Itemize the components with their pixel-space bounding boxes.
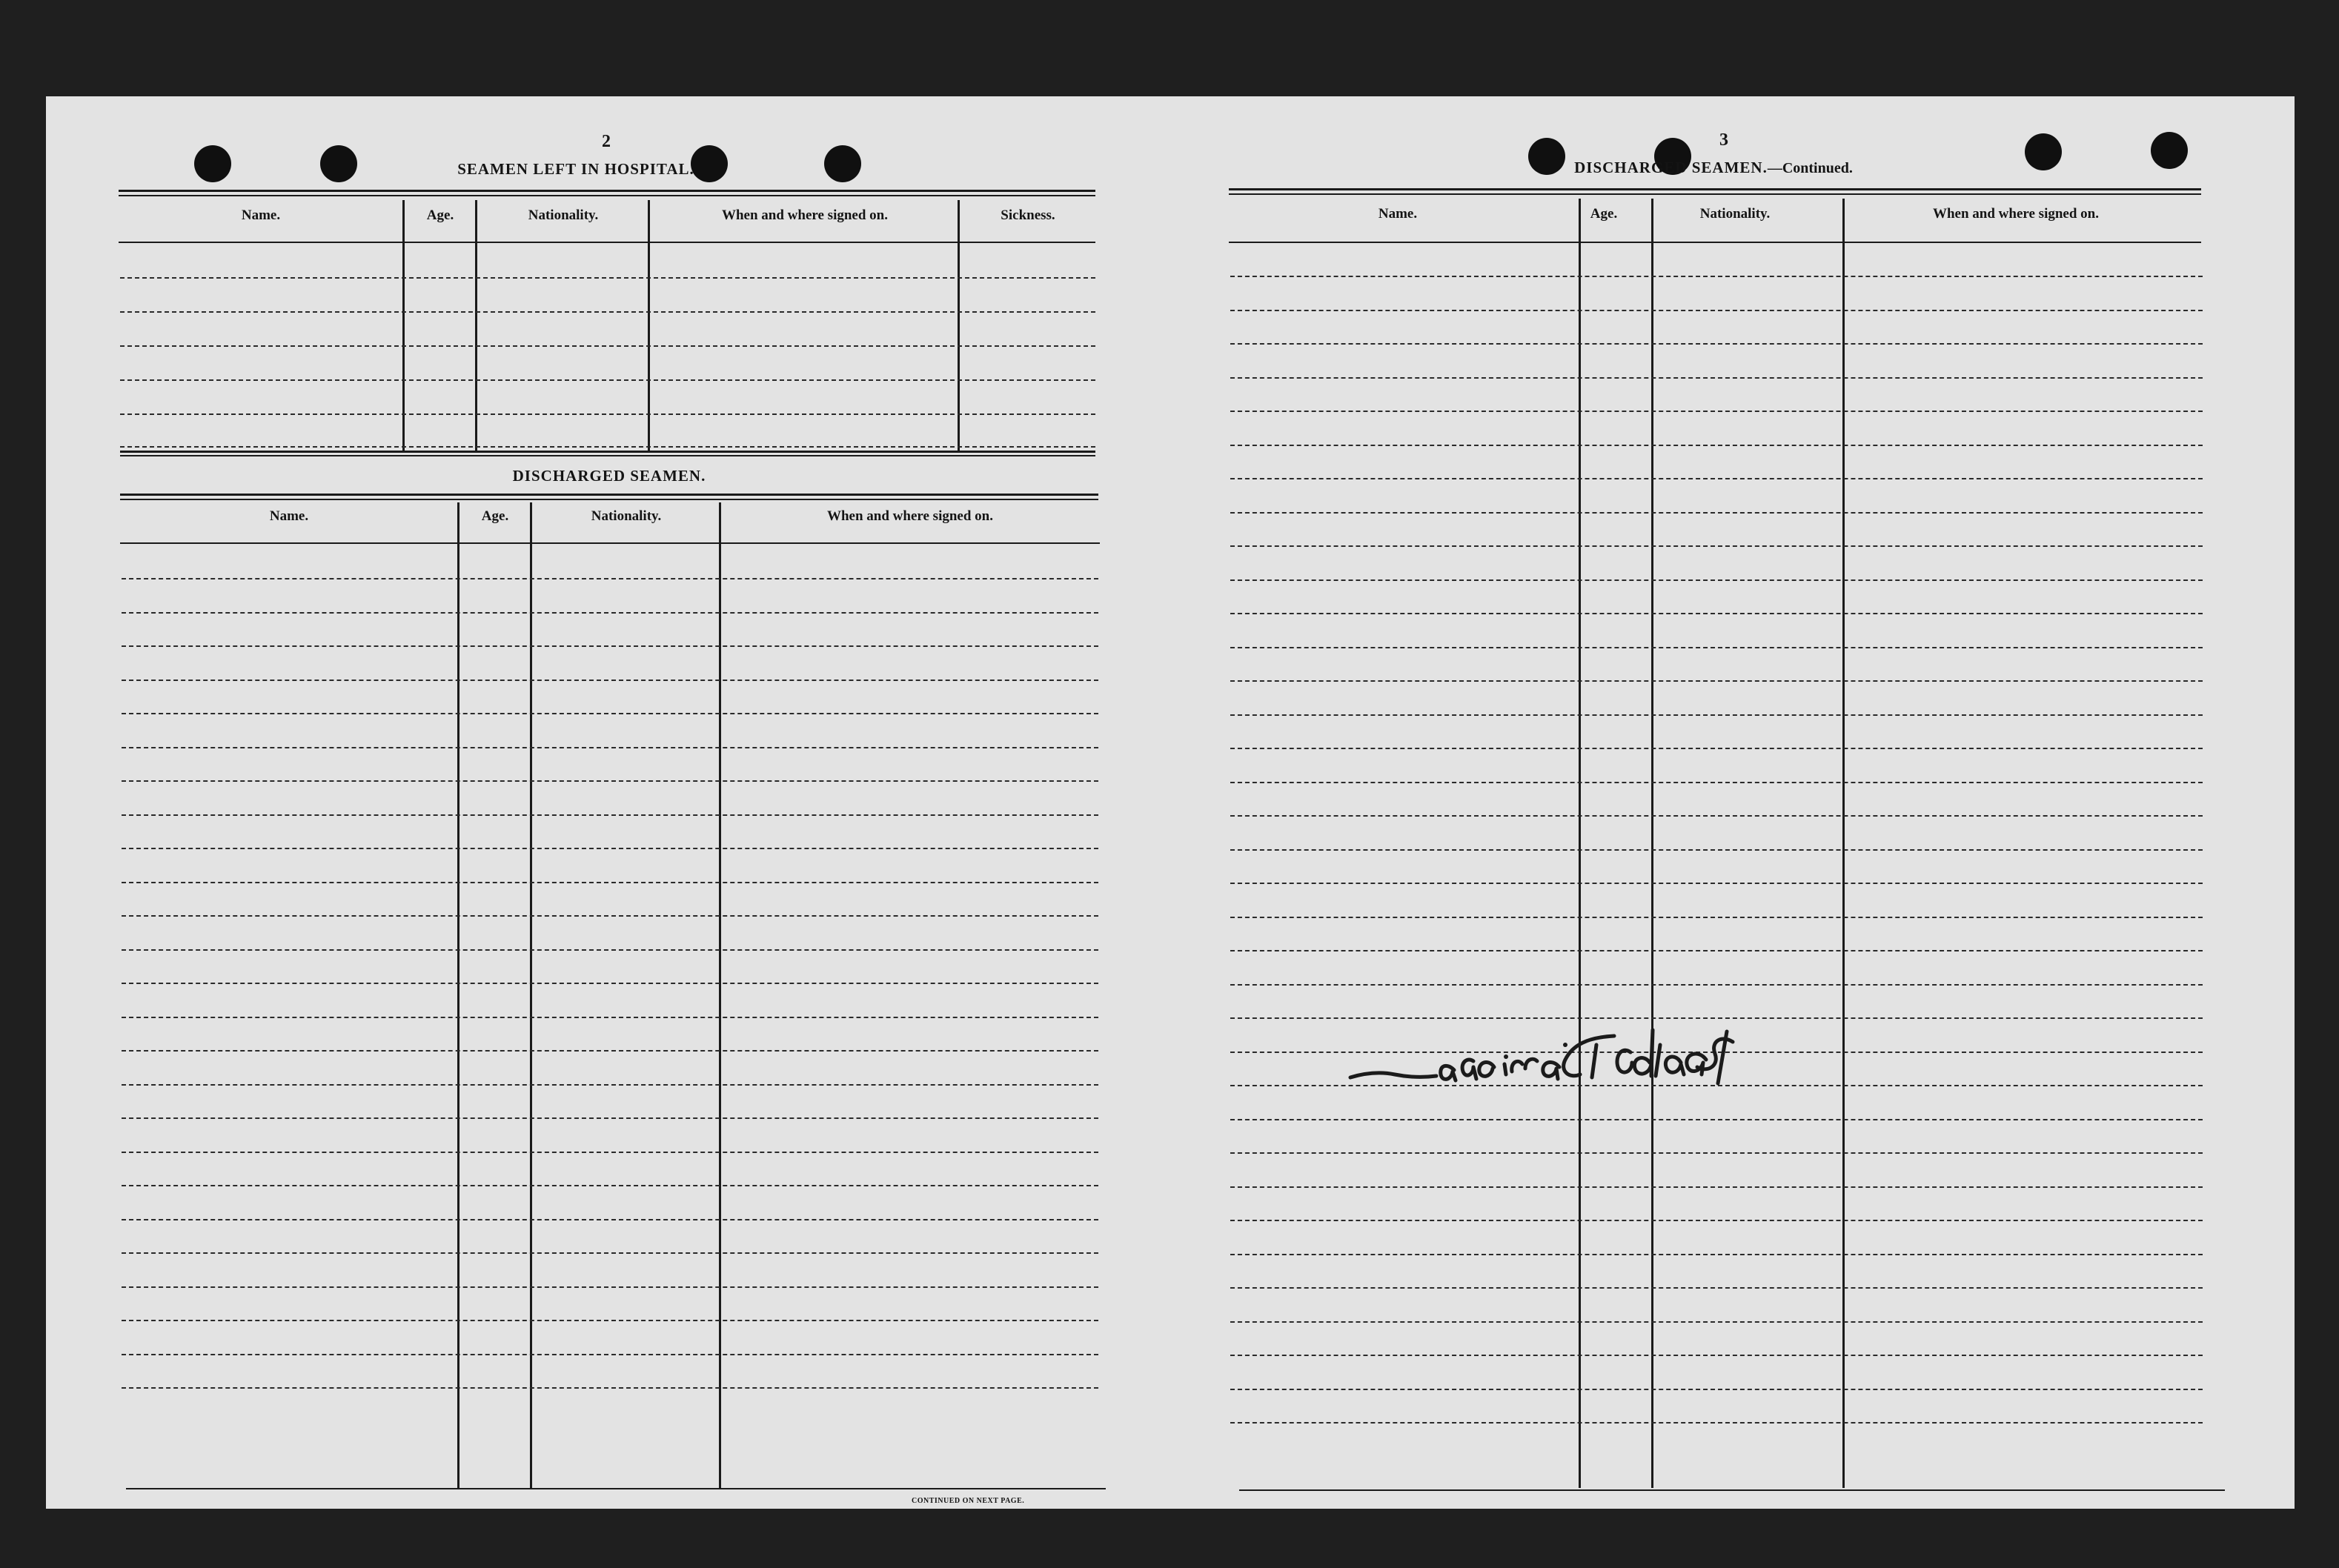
- bottom-rule: [126, 1488, 1106, 1489]
- table-row-line: [1230, 950, 2203, 951]
- column-divider: [530, 502, 532, 1488]
- column-divider: [719, 502, 721, 1488]
- section-title-text: DISCHARGED SEAMEN.: [1574, 159, 1768, 176]
- col-header-age: Age.: [481, 508, 509, 524]
- header-rule: [120, 542, 1100, 544]
- table-row-line: [122, 1286, 1098, 1288]
- col-header-age: Age.: [1590, 206, 1618, 222]
- table-row-line: [1230, 613, 2203, 614]
- col-header-signed-on: When and where signed on.: [1932, 206, 2099, 222]
- table-row-line: [1230, 343, 2203, 345]
- col-header-name: Name.: [269, 508, 309, 524]
- section-title-suffix: —Continued.: [1767, 160, 1853, 176]
- discharged-continued-title: [1550, 159, 1877, 177]
- col-header-name: Name.: [1378, 206, 1418, 222]
- table-row-line: [122, 1320, 1098, 1321]
- table-row-line: [122, 1354, 1098, 1355]
- table-row-line: [122, 1185, 1098, 1186]
- hospital-section-title: SEAMEN LEFT IN HOSPITAL.: [457, 160, 694, 178]
- table-row-line: [122, 680, 1098, 681]
- column-divider: [1651, 199, 1653, 1488]
- table-row-line: [120, 311, 1095, 313]
- table-row-line: [1230, 815, 2203, 817]
- table-row-line: [122, 1387, 1098, 1389]
- table-row-line: [1230, 1355, 2203, 1356]
- col-header-signed-on: When and where signed on.: [721, 207, 888, 223]
- table-row-line: [1230, 545, 2203, 547]
- table-row-line: [122, 612, 1098, 614]
- table-row-line: [1230, 411, 2203, 412]
- table-row-line: [122, 1219, 1098, 1220]
- section-rule: [120, 451, 1095, 453]
- table-row-line: [122, 780, 1098, 782]
- table-row-line: [122, 915, 1098, 917]
- table-row-line: [122, 747, 1098, 748]
- table-row-line: [1230, 445, 2203, 446]
- page-number: 3: [1719, 130, 1728, 150]
- col-header-nationality: Nationality.: [528, 207, 599, 223]
- table-row-line: [1230, 1422, 2203, 1424]
- table-row-line: [122, 882, 1098, 883]
- section-rule: [120, 455, 1095, 456]
- col-header-signed-on: When and where signed on.: [826, 508, 993, 524]
- table-row-line: [122, 713, 1098, 714]
- table-row-line: [1230, 377, 2203, 379]
- header-rule: [1229, 242, 2201, 243]
- table-row-line: [1230, 883, 2203, 884]
- punch-hole: [2025, 133, 2062, 170]
- punch-hole: [194, 145, 231, 182]
- table-row-line: [122, 1017, 1098, 1018]
- handwritten-signature: [1321, 1015, 1751, 1097]
- table-row-line: [1230, 1389, 2203, 1390]
- table-row-line: [1230, 276, 2203, 277]
- table-row-line: [1230, 579, 2203, 581]
- table-row-line: [1230, 1220, 2203, 1221]
- section-rule: [120, 499, 1098, 500]
- table-row-line: [122, 1050, 1098, 1052]
- table-row-line: [1230, 680, 2203, 682]
- section-rule: [119, 190, 1095, 192]
- col-header-nationality: Nationality.: [1699, 206, 1771, 222]
- table-row-line: [1230, 782, 2203, 783]
- table-row-line: [1230, 714, 2203, 716]
- column-divider: [457, 502, 459, 1488]
- table-row-line: [1230, 984, 2203, 986]
- punch-hole: [320, 145, 357, 182]
- table-row-line: [1230, 310, 2203, 311]
- table-row-line: [120, 379, 1095, 381]
- table-row-line: [1230, 849, 2203, 851]
- table-row-line: [1230, 917, 2203, 918]
- column-divider: [1579, 199, 1581, 1488]
- column-divider: [1842, 199, 1845, 1488]
- col-header-name: Name.: [241, 207, 281, 223]
- table-row-line: [120, 345, 1095, 347]
- table-row-line: [122, 949, 1098, 951]
- section-rule: [120, 494, 1098, 496]
- table-row-line: [1230, 1152, 2203, 1154]
- col-header-age: Age.: [426, 207, 454, 223]
- form-sheet: [46, 96, 2295, 1509]
- punch-hole: [2151, 132, 2188, 169]
- table-row-line: [122, 1117, 1098, 1119]
- col-header-nationality: Nationality.: [591, 508, 662, 524]
- header-rule: [119, 242, 1095, 243]
- punch-hole: [824, 145, 861, 182]
- table-row-line: [120, 277, 1095, 279]
- section-rule: [1229, 193, 2201, 195]
- table-row-line: [1230, 1186, 2203, 1188]
- table-row-line: [1230, 748, 2203, 749]
- table-row-line: [122, 1252, 1098, 1254]
- bottom-rule: [1239, 1489, 2225, 1491]
- table-row-line: [1230, 1119, 2203, 1120]
- page-number: 2: [602, 132, 611, 151]
- table-row-line: [122, 814, 1098, 816]
- table-row-line: [1230, 512, 2203, 514]
- continued-note: CONTINUED ON NEXT PAGE.: [912, 1497, 1025, 1505]
- col-header-sickness: Sickness.: [1001, 207, 1055, 223]
- table-row-line: [122, 1152, 1098, 1153]
- table-row-line: [120, 413, 1095, 415]
- table-row-line: [1230, 647, 2203, 648]
- table-row-line: [122, 645, 1098, 647]
- table-row-line: [120, 446, 1095, 448]
- discharged-section-title: DISCHARGED SEAMEN.: [512, 467, 706, 485]
- section-rule: [119, 195, 1095, 196]
- table-row-line: [1230, 1321, 2203, 1323]
- table-row-line: [1230, 1287, 2203, 1289]
- table-row-line: [122, 1084, 1098, 1086]
- table-row-line: [1230, 1254, 2203, 1255]
- table-row-line: [122, 983, 1098, 984]
- table-row-line: [122, 848, 1098, 849]
- table-row-line: [122, 578, 1098, 579]
- table-row-line: [1230, 478, 2203, 479]
- section-rule: [1229, 188, 2201, 190]
